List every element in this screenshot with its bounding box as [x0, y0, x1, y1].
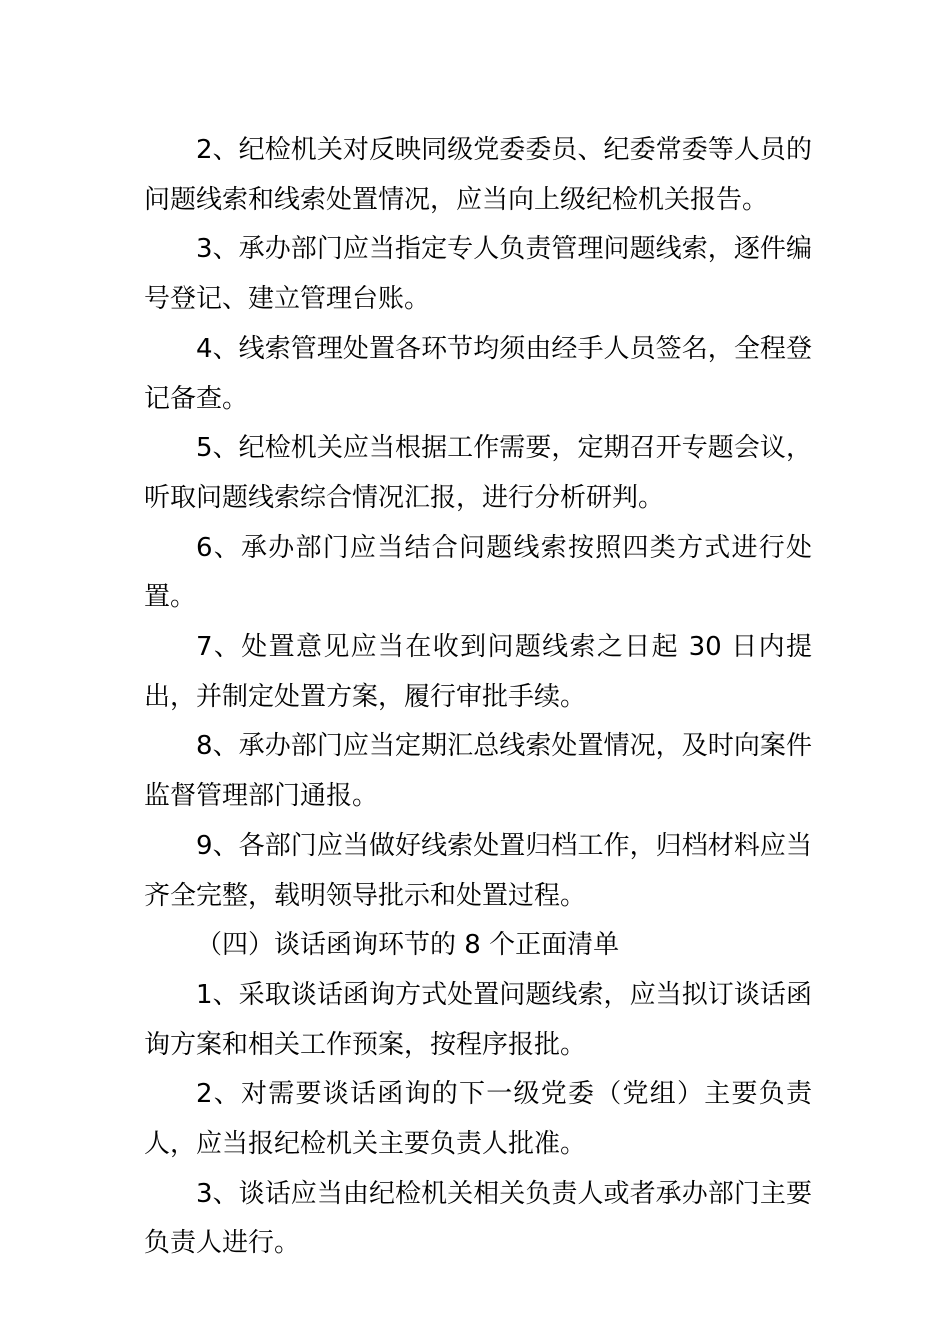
paragraph-item-9-archive: 9、各部门应当做好线索处置归档工作，归档材料应当齐全完整，载明领导批示和处置过程。: [144, 830, 812, 911]
paragraph-item-5-meeting: 5、纪检机关应当根据工作需要，定期召开专题会议，听取问题线索综合情况汇报，进行分析研判。: [144, 433, 812, 513]
paragraph-item-8-summary: 8、承办部门应当定期汇总线索处置情况，及时向案件监督管理部门通报。: [144, 731, 812, 812]
section-heading: （四）谈话函询环节的 8 个正面清单: [196, 930, 620, 961]
paragraph-item-3-registry: 3、承办部门应当指定专人负责管理问题线索，逐件编号登记、建立管理台账。: [144, 234, 812, 315]
paragraph-item-2-approval: 2、对需要谈话函询的下一级党委（党组）主要负责人，应当报纪检机关主要负责人批准。: [144, 1079, 812, 1160]
paragraph-item-6-disposal: 6、承办部门应当结合问题线索按照四类方式进行处置。: [144, 532, 812, 613]
paragraph-item-1-plan: 1、采取谈话函询方式处置问题线索，应当拟订谈话函询方案和相关工作预案，按程序报批。: [144, 979, 812, 1060]
paragraph-item-2-report: 2、纪检机关对反映同级党委委员、纪委常委等人员的问题线索和线索处置情况，应当向上级纪检机关报告。: [144, 135, 812, 215]
paragraph-item-3-conversation: 3、谈话应当由纪检机关相关负责人或者承办部门主要负责人进行。: [144, 1178, 812, 1259]
paragraph-item-7-deadline: 7、处置意见应当在收到问题线索之日起 30 日内提出，并制定处置方案，履行审批手续。: [144, 632, 812, 712]
document-body: [144, 126, 812, 1269]
paragraph-item-4-signature: 4、线索管理处置各环节均须由经手人员签名，全程登记备查。: [144, 333, 812, 414]
